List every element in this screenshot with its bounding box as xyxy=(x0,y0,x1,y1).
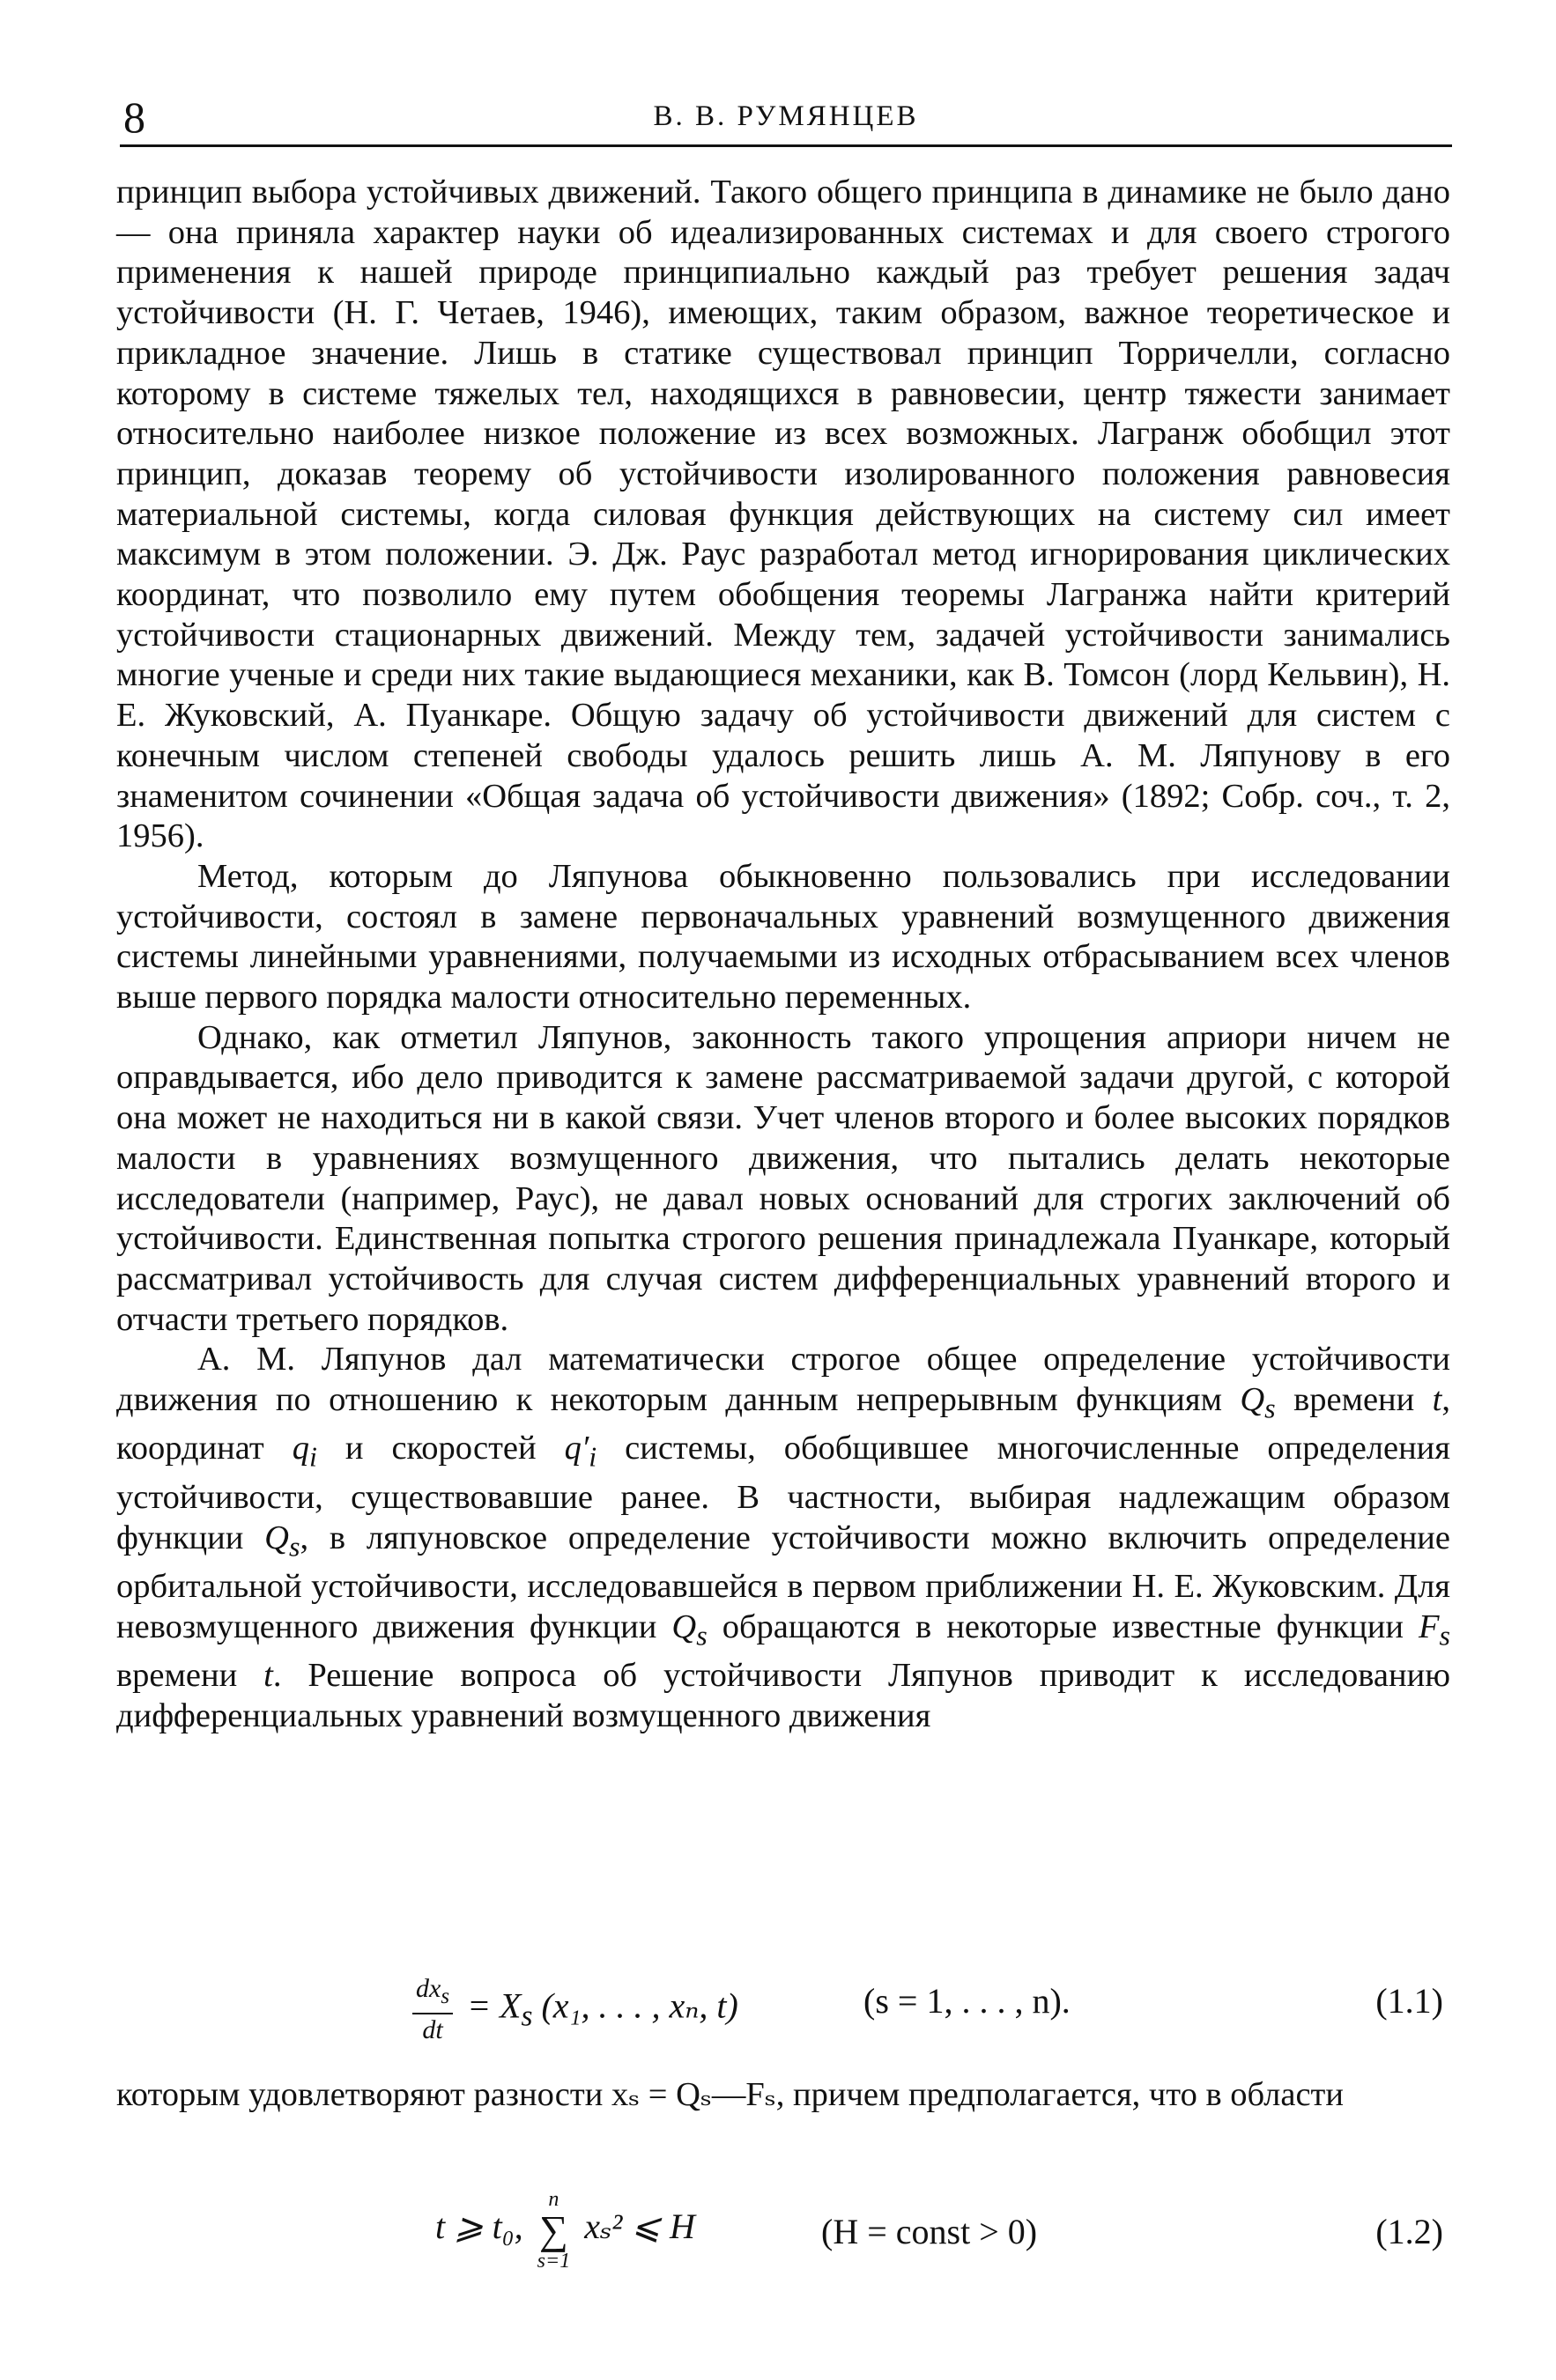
math-sub: s xyxy=(1439,1619,1450,1652)
frac-numerator: dx xyxy=(416,1974,441,2003)
math-var: Q xyxy=(671,1608,697,1645)
equation-1-1-condition: (s = 1, . . . , n). xyxy=(863,1981,1071,2021)
frac-denominator: dt xyxy=(422,2015,443,2044)
math-var: q′ xyxy=(564,1430,589,1467)
body-text xyxy=(116,173,1450,1736)
fraction xyxy=(412,1973,453,2046)
equation-args: (x₁, . . . , xₙ, t) xyxy=(541,1985,738,2026)
p4-text: и скоростей xyxy=(316,1430,565,1467)
p4-text: А. М. Ляпунов дал математически строгое общее определение устойчивости движения по отношению к некоторым данным непрерывным функциям xyxy=(116,1341,1450,1419)
equation-rhs-sub: s xyxy=(521,1999,533,2033)
paragraph-5: которым удовлетворяют разности xₛ = Qₛ—Fₛ, причем предполагается, что в области xyxy=(116,2076,1344,2113)
p4-text: времени xyxy=(116,1657,264,1695)
p4-text: . Решение вопроса об устойчивости Ляпунов приводит к исследованию дифференциальных уравнений возмущенного движения xyxy=(116,1657,1450,1734)
math-var: t xyxy=(1432,1381,1442,1419)
sum-sign: ∑ xyxy=(539,2207,568,2252)
math-var: Q xyxy=(264,1519,289,1556)
summation xyxy=(537,2188,571,2273)
p4-text: системы, обобщившее многочисленные определения устойчивости, существовавшие ранее. В частности, выбирая надлежащим образом функции xyxy=(116,1430,1450,1556)
p4-text: времени xyxy=(1275,1381,1433,1419)
p4-text: , в ляпуновское определение устойчивости можно включить определение орбитальной устойчивости, исследовавшейся в первом приближении Н. Е. Жуковским. Для невозмущенного движения функции xyxy=(116,1519,1450,1645)
math-sub: s xyxy=(1264,1392,1276,1424)
running-head: В. В. РУМЯНЦЕВ xyxy=(653,100,919,132)
equation-1-1-expression xyxy=(412,1973,738,2046)
math-sub: i xyxy=(589,1441,597,1474)
equation-1-2 xyxy=(116,2176,1450,2281)
page-number: 8 xyxy=(123,92,145,142)
sum-upper-limit: n xyxy=(548,2188,559,2211)
math-sub: s xyxy=(696,1619,708,1652)
equation-number-1-1: (1.1) xyxy=(1375,1981,1443,2021)
page-header xyxy=(120,86,1452,147)
paragraph-2: Метод, которым до Ляпунова обыкновенно пользовались при исследовании устойчивости, состоял в замене первоначальных уравнений возмущенного движения системы линейными уравнениями, получаемыми из исходных отбрасыванием всех членов выше первого порядка малости относительно переменных. xyxy=(116,857,1450,1016)
sum-body: xₛ² ⩽ H xyxy=(584,2206,695,2247)
paragraph-4 xyxy=(116,1340,1450,1736)
p4-text: , координат xyxy=(116,1381,1450,1467)
equation-1-1 xyxy=(116,1962,1450,2042)
math-var: q xyxy=(292,1430,309,1467)
text-after-equation-1 xyxy=(116,2075,1450,2116)
equation-1-2-expression xyxy=(435,2188,695,2273)
math-var: Q xyxy=(1240,1381,1265,1419)
math-var: t xyxy=(263,1657,273,1695)
math-sub: i xyxy=(308,1441,317,1474)
math-var: F xyxy=(1418,1608,1440,1645)
frac-numerator-sub: s xyxy=(441,1985,450,2008)
math-sub: s xyxy=(288,1530,300,1563)
equation-rhs: = X xyxy=(467,1985,522,2026)
equation-lhs: t ⩾ t₀, xyxy=(435,2206,523,2247)
paragraph-3: Однако, как отметил Ляпунов, законность такого упрощения априори ничем не оправдывается, ибо дело приводится к замене рассматриваемой задачи другой, с которой она может не находиться ни в какой связи. Учет членов второго и более высоких порядков малости в уравнениях возмущенного движения, что пытались делать некоторые исследователи (например, Раус), не давал новых оснований для строгих заключений об устойчивости. Единственная попытка строгого решения принадлежала Пуанкаре, который рассматривал устойчивость для случая систем дифференциальных уравнений второго и отчасти третьего порядков. xyxy=(116,1018,1450,1338)
p4-text: обращаются в некоторые известные функции xyxy=(707,1608,1419,1645)
equation-1-2-condition: (H = const > 0) xyxy=(821,2212,1038,2251)
paragraph-1: принцип выбора устойчивых движений. Такого общего принципа в динамике не было дано — она приняла характер науки об идеализированных системах и для своего строгого применения к нашей природе принципиально каждый раз требует решения задач устойчивости (Н. Г. Четаев, 1946), имеющих, таким образом, важное теоретическое и прикладное значение. Лишь в статике существовал принцип Торричелли, согласно которому в системе тяжелых тел, находящихся в равновесии, центр тяжести занимает относительно наиболее низкое положение из всех возможных. Лагранж обобщил этот принцип, доказав теорему об устойчивости изолированного положения равновесия материальной системы, когда силовая функция действующих на систему сил имеет максимум в этом положении. Э. Дж. Раус разработал метод игнорирования циклических координат, что позволило ему путем обобщения теоремы Лагранжа найти критерий устойчивости стационарных движений. Между тем, задачей устойчивости занимались многие ученые и среди них такие выдающиеся механики, как В. Томсон (лорд Кельвин), Н. Е. Жуковский, А. Пуанкаре. Общую задачу об устойчивости движений для систем с конечным числом степеней свободы удалось решить лишь А. М. Ляпунову в его знаменитом сочинении «Общая задача об устойчивости движения» (1892; Собр. соч., т. 2, 1956). xyxy=(116,174,1450,855)
sum-lower-limit: s=1 xyxy=(537,2250,571,2273)
equation-number-1-2: (1.2) xyxy=(1375,2212,1443,2251)
